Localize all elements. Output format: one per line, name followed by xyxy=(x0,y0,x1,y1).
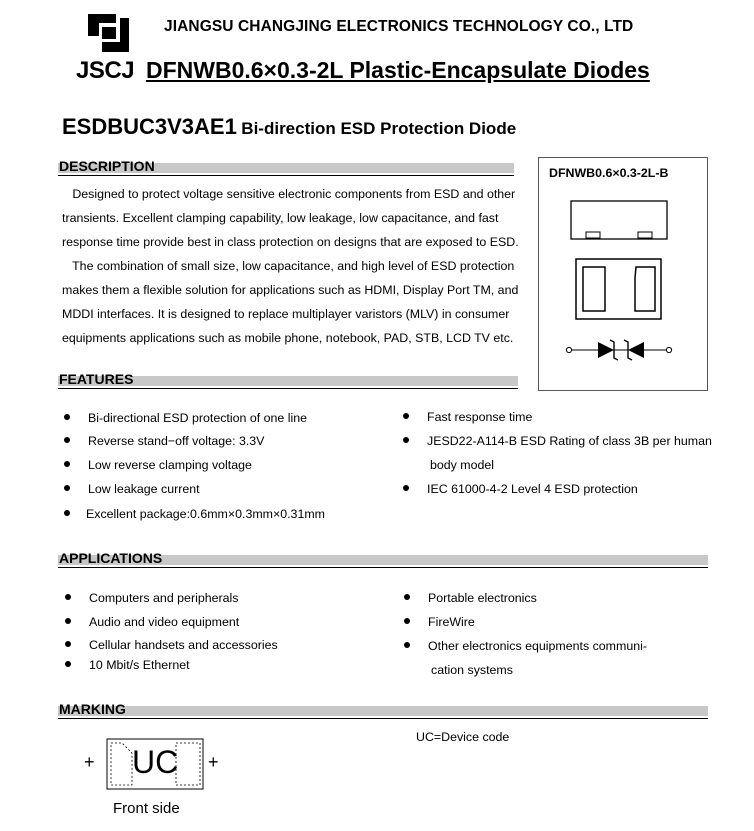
application-item: Audio and video equipment xyxy=(65,615,239,629)
device-code-note: UC=Device code xyxy=(416,730,510,744)
description-heading: DESCRIPTION xyxy=(59,158,155,174)
bullet-icon xyxy=(64,510,70,516)
marking-code: UC xyxy=(132,744,179,780)
package-drawing xyxy=(560,196,680,376)
package-title: DFNWB0.6×0.3-2L-B xyxy=(549,166,669,180)
section-rule xyxy=(58,718,708,719)
section-rule xyxy=(58,567,708,568)
application-item-continuation: cation systems xyxy=(431,663,513,677)
section-bar xyxy=(58,706,708,716)
bullet-icon xyxy=(64,414,70,420)
section-rule xyxy=(58,175,514,176)
feature-item: IEC 61000-4-2 Level 4 ESD protection xyxy=(403,482,638,496)
application-item: Cellular handsets and accessories xyxy=(65,638,278,652)
bullet-icon xyxy=(65,594,71,600)
marking-plus-right: + xyxy=(208,752,219,772)
bullet-icon xyxy=(403,437,409,443)
feature-item: Low leakage current xyxy=(64,482,200,496)
jscj-logo-icon xyxy=(88,14,132,56)
bullet-icon xyxy=(404,618,410,624)
description-line: makes them a flexible solution for applications such as HDMI, Display Port TM, and xyxy=(62,283,519,297)
section-rule xyxy=(58,388,518,389)
application-item: Portable electronics xyxy=(404,591,537,605)
company-name: JIANGSU CHANGJING ELECTRONICS TECHNOLOGY CO., LTD xyxy=(164,18,634,35)
bullet-icon xyxy=(65,641,71,647)
description-text xyxy=(62,182,519,350)
bullet-icon xyxy=(403,413,409,419)
description-line: transients. Excellent clamping capability, low leakage, low capacitance, and fast xyxy=(62,211,499,225)
feature-item-continuation: body model xyxy=(430,458,495,472)
application-item: FireWire xyxy=(404,615,475,629)
bullet-icon xyxy=(64,485,70,491)
description-line: equipments applications such as mobile phone, notebook, PAD, STB, LCD TV etc. xyxy=(62,331,514,345)
marking-plus-left: + xyxy=(84,752,95,772)
description-line: The combination of small size, low capacitance, and high level of ESD protection xyxy=(62,259,515,273)
application-item: Computers and peripherals xyxy=(65,591,238,605)
bullet-icon xyxy=(65,618,71,624)
document-subtitle: DFNWB0.6×0.3-2L Plastic-Encapsulate Diodes xyxy=(146,57,650,83)
feature-item: Bi-directional ESD protection of one line xyxy=(64,411,307,425)
bullet-icon xyxy=(403,485,409,491)
feature-item: Reverse stand−off voltage: 3.3V xyxy=(64,434,264,448)
bullet-icon xyxy=(65,661,71,667)
description-line: Designed to protect voltage sensitive electronic components from ESD and other xyxy=(62,187,516,201)
application-item: Other electronics equipments communi- xyxy=(404,639,647,653)
logo-text: JSCJ xyxy=(76,57,135,84)
feature-item: Low reverse clamping voltage xyxy=(64,458,252,472)
features-heading: FEATURES xyxy=(59,371,134,387)
package-side-view-icon xyxy=(571,201,667,239)
part-title xyxy=(62,114,516,140)
application-item: 10 Mbit/s Ethernet xyxy=(65,658,190,672)
bullet-icon xyxy=(64,437,70,443)
feature-item: JESD22-A114-B ESD Rating of class 3B per human xyxy=(403,434,712,448)
part-description: Bi-direction ESD Protection Diode xyxy=(241,119,517,138)
description-line: MDDI interfaces. It is designed to replace multiplayer varistors (MLV) in consumer xyxy=(62,307,510,321)
marking-caption: Front side xyxy=(113,800,180,817)
package-bottom-view-icon xyxy=(576,259,661,319)
feature-item: Fast response time xyxy=(403,410,532,424)
description-line: response time provide best in class protection on designs that are exposed to ESD. xyxy=(62,235,519,249)
feature-item: Excellent package:0.6mm×0.3mm×0.31mm xyxy=(64,507,325,521)
applications-heading: APPLICATIONS xyxy=(59,550,163,566)
bullet-icon xyxy=(64,461,70,467)
part-number: ESDBUC3V3AE1 xyxy=(62,114,237,139)
bullet-icon xyxy=(404,642,410,648)
bidirectional-diode-symbol-icon xyxy=(566,340,671,360)
marking-heading: MARKING xyxy=(59,701,126,717)
bullet-icon xyxy=(404,594,410,600)
